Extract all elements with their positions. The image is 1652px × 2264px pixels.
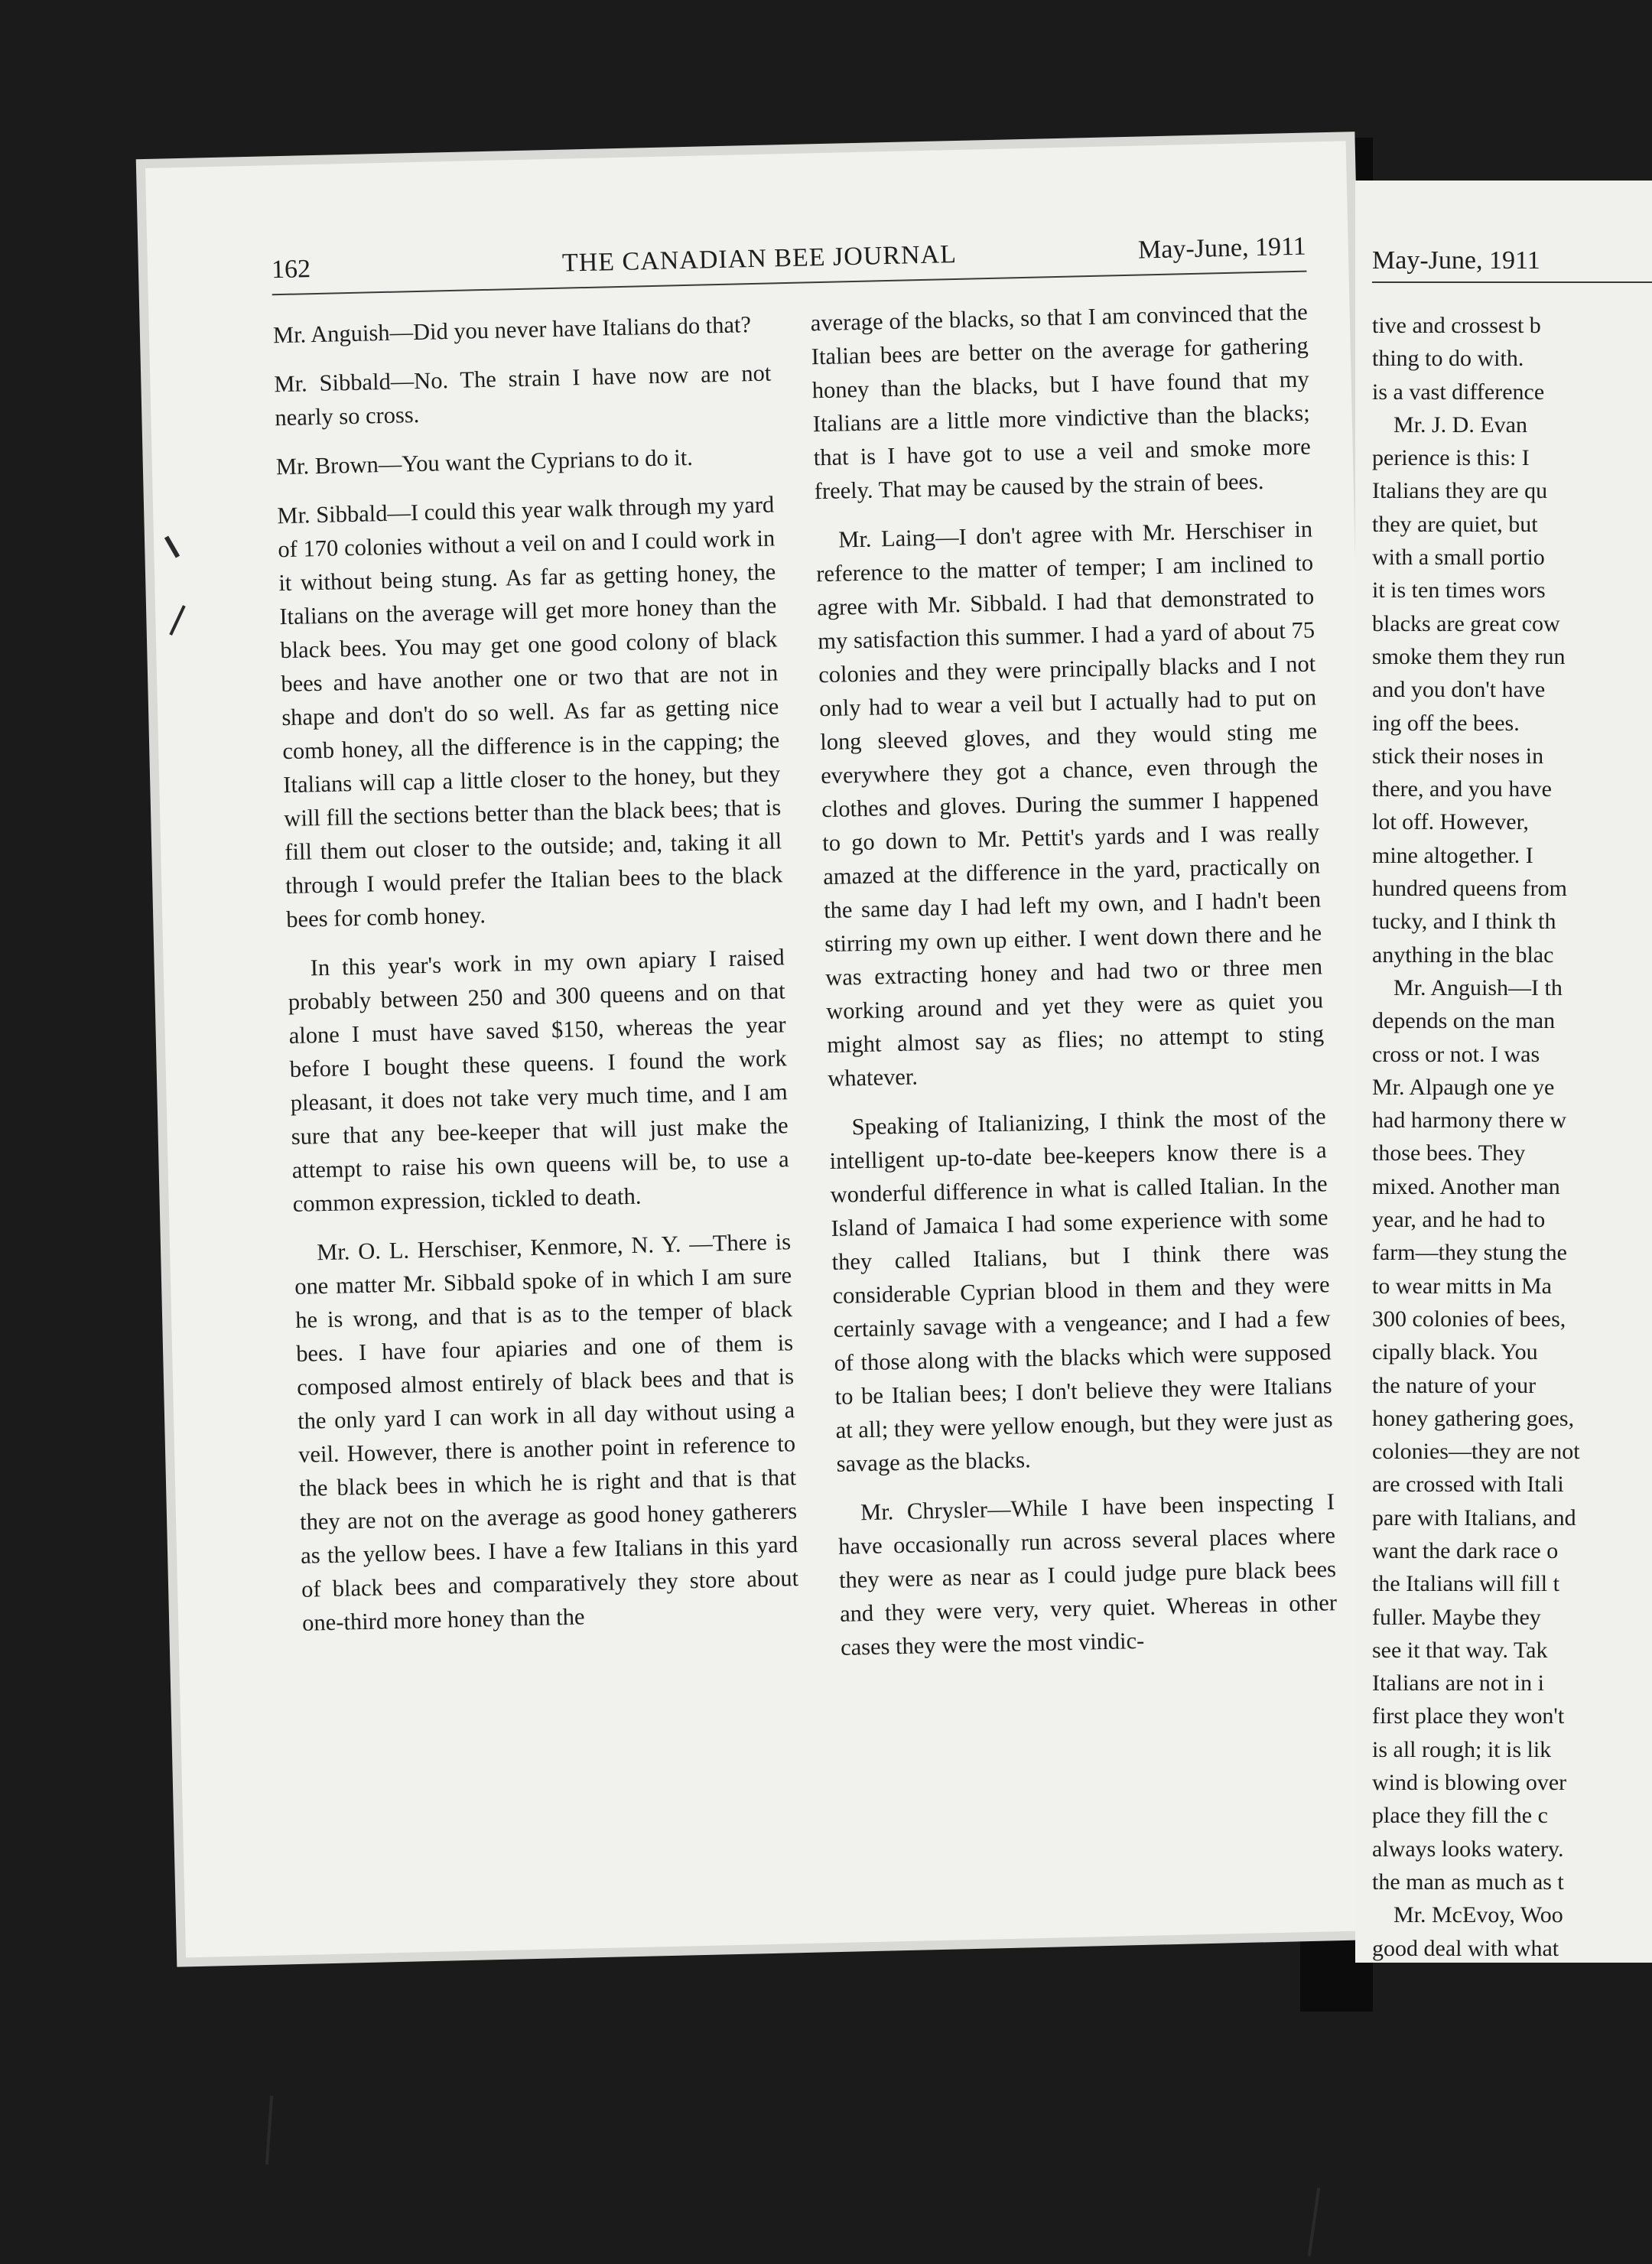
text-line: Mr. McEvoy, Woo xyxy=(1393,1902,1563,1928)
text-line: want the dark race o xyxy=(1372,1537,1559,1563)
paragraph: average of the blacks, so that I am convinced that the Italian bees are better on the average for gathering honey than the blacks, but I have found that my Italians are a little more vindictive than the blacks; that is I have got to use a veil and smoke more freely. That may be caused by the strain of bees. xyxy=(810,298,1312,505)
text-line: always looks watery. xyxy=(1372,1836,1564,1862)
text-line: those bees. They xyxy=(1372,1140,1526,1166)
text-line: the nature of your xyxy=(1372,1372,1537,1398)
text-line: depends on the man xyxy=(1372,1008,1556,1034)
text-line: Mr. J. D. Evan xyxy=(1393,411,1527,438)
text-line: is a vast difference xyxy=(1372,379,1545,405)
text-line: Mr. Anguish—I th xyxy=(1393,974,1563,1000)
paragraph: Mr. Laing—I don't agree with Mr. Herschiser in reference to the matter of temper; I am inclined to agree with Mr. Sibbald. I had that demonstrated to my satisfaction this summer. I had a yard of about 75 colonies and they were principally blacks and I not only had to wear a veil but I actually had to put on long sleeved gloves, and they would sting me everywhere they got a chance, even through the clothes and gloves. During the summer I happened to go down to Mr. Pettit's yards and I was really amazed at the difference in the yard, practically on the same day I had left my own, and I hadn't been stirring my own up either. I went down there and he was extracting honey and had two or three men working around and yet they were as quiet you might almost say as flies; no attempt to sting whatever. xyxy=(815,516,1325,1092)
text-line: first place they won't xyxy=(1372,1703,1565,1729)
text-line: lot off. However, xyxy=(1372,809,1529,835)
text-line: is all rough; it is lik xyxy=(1372,1736,1552,1762)
page-number: 162 xyxy=(271,255,311,285)
text-line: smoke them they run xyxy=(1372,643,1566,669)
text-line: place they fill the c xyxy=(1372,1803,1548,1829)
text-line: perience is this: I xyxy=(1372,445,1530,471)
text-line: fuller. Maybe they xyxy=(1372,1604,1541,1630)
text-line: stick their noses in xyxy=(1372,743,1544,769)
text-line: farm—they stung the xyxy=(1372,1240,1567,1266)
paragraph: In this year's work in my own apiary I raised probably between 250 and 300 queens and on that alone I must have saved $150, whereas the year before I bought these queens. I found the work pleasant, it does not take very much time, and I am sure that any bee-keeper that will just make the attempt to raise his own queens will be, to use a common expression, tickled to death. xyxy=(288,944,789,1217)
text-line: mixed. Another man xyxy=(1372,1173,1560,1199)
text-line: blacks are great cow xyxy=(1372,610,1560,636)
text-line: hundred queens from xyxy=(1372,876,1567,902)
left-page xyxy=(145,141,1387,1957)
text-line: the Italians will fill t xyxy=(1372,1571,1559,1597)
text-line: the man as much as t xyxy=(1372,1869,1564,1895)
text-line: tive and crossest b xyxy=(1372,313,1541,338)
text-line: to wear mitts in Ma xyxy=(1372,1273,1552,1299)
text-line: with a small portio xyxy=(1372,545,1545,571)
text-line: see it that way. Tak xyxy=(1372,1637,1548,1663)
text-line: Italians are not in i xyxy=(1372,1670,1544,1696)
text-column-1 xyxy=(272,307,799,1655)
text-line: ing off the bees. xyxy=(1372,710,1520,736)
text-line: good deal with what xyxy=(1372,1935,1559,1961)
text-line: year, and he had to xyxy=(1372,1207,1546,1233)
text-line: Mr. Alpaugh one ye xyxy=(1372,1074,1555,1100)
text-line: honey gathering goes, xyxy=(1372,1405,1575,1431)
text-line: tucky, and I think th xyxy=(1372,909,1556,935)
text-line: there, and you have xyxy=(1372,776,1552,802)
paragraph: Speaking of Italianizing, I think the most of the intelligent up-to-date bee-keepers know there is a wonderful difference in what is called Italian. In the Island of Jamaica I had some experience with some they called Italians, but I think there was considerable Cyprian blood in them and they were certainly savage with a vengeance; and I had a few of those along with the blacks which were supposed to be Italian bees; I don't believe they were Italians at all; they were yellow enough, but they were just as savage as the blacks. xyxy=(829,1103,1333,1477)
text-column-2 xyxy=(810,295,1338,1680)
paragraph: Mr. Sibbald—No. The strain I have now are not nearly so cross. xyxy=(274,359,772,431)
text-line: wind is blowing over xyxy=(1372,1770,1567,1796)
text-line: are crossed with Itali xyxy=(1372,1472,1564,1498)
text-line: 300 colonies of bees, xyxy=(1372,1306,1566,1332)
right-page-date: May-June, 1911 xyxy=(1372,246,1540,275)
right-page xyxy=(1355,181,1652,1963)
text-line: anything in the blac xyxy=(1372,942,1554,968)
paragraph: Mr. Chrysler—While I have been inspecting I have occasionally run across several places where they were as near as I could judge pure black bees and they were very, very quiet. Whereas in other cases they were the most vindic- xyxy=(837,1488,1338,1661)
journal-title: THE CANADIAN BEE JOURNAL xyxy=(561,239,958,278)
scan-mark xyxy=(265,2096,273,2165)
text-line: mine altogether. I xyxy=(1372,842,1533,868)
text-line: had harmony there w xyxy=(1372,1108,1567,1134)
paragraph: Mr. Anguish—Did you never have Italians do that? xyxy=(272,311,752,349)
text-line: cross or not. I was xyxy=(1372,1041,1540,1067)
text-line: pare with Italians, and xyxy=(1372,1504,1576,1530)
issue-date: May-June, 1911 xyxy=(1137,232,1307,265)
text-line: and you don't have xyxy=(1372,677,1546,703)
right-header-rule xyxy=(1372,281,1652,283)
paragraph: Mr. O. L. Herschiser, Kenmore, N. Y. —There is one matter Mr. Sibbald spoke of in which I am sure he is wrong, and that is as to the temper of black bees. I have four apiaries and one of them is composed almost entirely of black bees and that is the only yard I can work in all day without using a veil. However, there is another point in reference to the black bees in which he is right and that is that they are not on the average as good honey gatherers as the yellow bees. I have a few Italians in this yard of black bees and comparatively they store about one-third more honey than the xyxy=(294,1228,799,1636)
paragraph: Mr. Sibbald—I could this year walk through my yard of 170 colonies without a veil on and I could work in it without being stung. As far as getting honey, the Italians on the average will get more honey than the black bees. You may get one good colony of black bees and have another one or two that are not in shape and don't do so well. As far as getting nice comb honey, all the difference is in the capping; the Italians will cap a little closer to the honey, but they will fill the sections better than the black bees; that is fill them out closer to the outside; and, taking it all through I would prefer the Italian bees to the black bees for comb honey. xyxy=(276,491,783,933)
right-page-text xyxy=(1372,309,1652,1965)
text-line: Italians they are qu xyxy=(1372,478,1548,504)
text-line: colonies—they are not xyxy=(1372,1439,1580,1465)
paragraph: Mr. Brown—You want the Cyprians to do it. xyxy=(275,444,694,480)
text-line: they are quiet, but xyxy=(1372,511,1538,537)
text-line: it is ten times wors xyxy=(1372,577,1546,603)
scan-mark xyxy=(1308,2188,1320,2256)
text-line: cipally black. You xyxy=(1372,1339,1538,1365)
text-line: thing to do with. xyxy=(1372,346,1524,372)
